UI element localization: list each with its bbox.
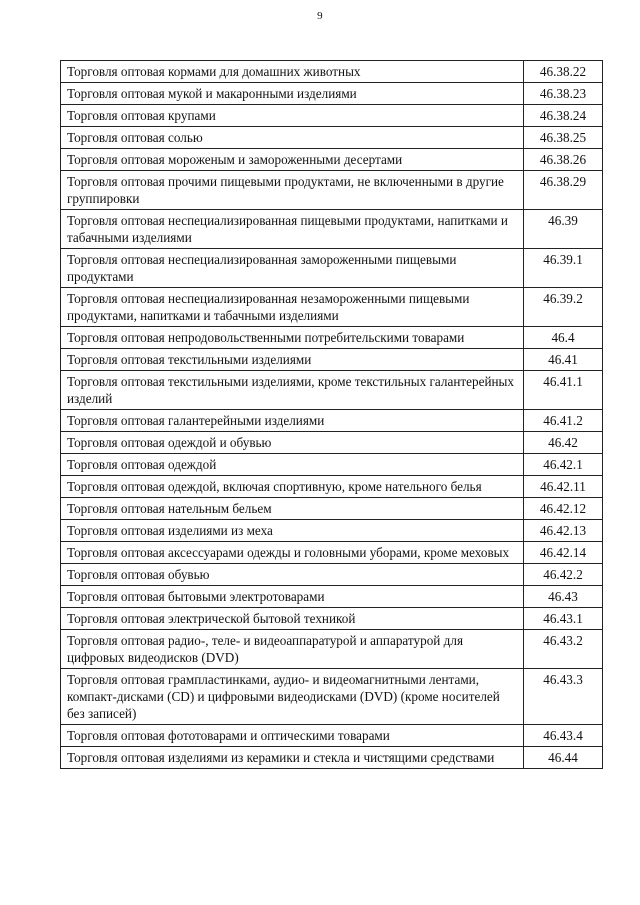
activity-name-cell: Торговля оптовая электрической бытовой техникой — [61, 608, 524, 630]
activity-code-cell: 46.38.22 — [524, 61, 603, 83]
activity-code-cell: 46.38.26 — [524, 149, 603, 171]
table-row — [61, 288, 603, 327]
activity-name-cell: Торговля оптовая одеждой и обувью — [61, 432, 524, 454]
table-row — [61, 105, 603, 127]
activity-name-cell: Торговля оптовая текстильными изделиями, кроме текстильных галантерейных изделий — [61, 371, 524, 410]
table-row — [61, 349, 603, 371]
table-row — [61, 608, 603, 630]
activity-name-cell: Торговля оптовая прочими пищевыми продуктами, не включенными в другие группировки — [61, 171, 524, 210]
activity-name-cell: Торговля оптовая неспециализированная пищевыми продуктами, напитками и табачными изделиями — [61, 210, 524, 249]
activity-code-cell: 46.42.1 — [524, 454, 603, 476]
activity-name-cell: Торговля оптовая изделиями из керамики и стекла и чистящими средствами — [61, 747, 524, 769]
table-row — [61, 725, 603, 747]
table-row — [61, 498, 603, 520]
activity-code-cell: 46.41.1 — [524, 371, 603, 410]
activity-name-cell: Торговля оптовая обувью — [61, 564, 524, 586]
activity-code-cell: 46.39 — [524, 210, 603, 249]
table-row — [61, 327, 603, 349]
table-row — [61, 747, 603, 769]
activity-code-cell: 46.42 — [524, 432, 603, 454]
activity-code-cell: 46.43.3 — [524, 669, 603, 725]
table-row — [61, 127, 603, 149]
activity-code-cell: 46.43.4 — [524, 725, 603, 747]
activity-name-cell: Торговля оптовая солью — [61, 127, 524, 149]
table-row — [61, 410, 603, 432]
activity-code-cell: 46.43 — [524, 586, 603, 608]
activity-code-cell: 46.42.2 — [524, 564, 603, 586]
table-body — [61, 61, 603, 769]
table-row — [61, 454, 603, 476]
activity-name-cell: Торговля оптовая одеждой, включая спортивную, кроме нательного белья — [61, 476, 524, 498]
page-number: 9 — [317, 10, 323, 22]
table-row — [61, 432, 603, 454]
table-row — [61, 83, 603, 105]
activity-code-cell: 46.38.29 — [524, 171, 603, 210]
table-row — [61, 61, 603, 83]
activity-name-cell: Торговля оптовая неспециализированная незамороженными пищевыми продуктами, напитками и табачными изделиями — [61, 288, 524, 327]
table-row — [61, 210, 603, 249]
activity-codes-table — [60, 60, 603, 769]
activity-name-cell: Торговля оптовая бытовыми электротоварами — [61, 586, 524, 608]
table-row — [61, 564, 603, 586]
activity-code-cell: 46.44 — [524, 747, 603, 769]
activity-code-cell: 46.38.25 — [524, 127, 603, 149]
activity-name-cell: Торговля оптовая мукой и макаронными изделиями — [61, 83, 524, 105]
activity-name-cell: Торговля оптовая непродовольственными потребительскими товарами — [61, 327, 524, 349]
table-row — [61, 542, 603, 564]
table-row — [61, 171, 603, 210]
activity-code-cell: 46.43.2 — [524, 630, 603, 669]
activity-name-cell: Торговля оптовая аксессуарами одежды и головными уборами, кроме меховых — [61, 542, 524, 564]
activity-name-cell: Торговля оптовая радио-, теле- и видеоаппаратурой и аппаратурой для цифровых видеодисков (DVD) — [61, 630, 524, 669]
activity-code-cell: 46.4 — [524, 327, 603, 349]
table-row — [61, 586, 603, 608]
activity-code-cell: 46.42.14 — [524, 542, 603, 564]
activity-name-cell: Торговля оптовая изделиями из меха — [61, 520, 524, 542]
activity-name-cell: Торговля оптовая нательным бельем — [61, 498, 524, 520]
table-row — [61, 476, 603, 498]
table-row — [61, 520, 603, 542]
activity-code-cell: 46.38.23 — [524, 83, 603, 105]
activity-code-cell: 46.41.2 — [524, 410, 603, 432]
table-row — [61, 630, 603, 669]
activity-name-cell: Торговля оптовая мороженым и замороженными десертами — [61, 149, 524, 171]
activity-code-cell: 46.41 — [524, 349, 603, 371]
activity-name-cell: Торговля оптовая текстильными изделиями — [61, 349, 524, 371]
activity-name-cell: Торговля оптовая крупами — [61, 105, 524, 127]
activity-name-cell: Торговля оптовая галантерейными изделиями — [61, 410, 524, 432]
activity-code-cell: 46.42.13 — [524, 520, 603, 542]
activity-name-cell: Торговля оптовая одеждой — [61, 454, 524, 476]
activity-code-cell: 46.42.11 — [524, 476, 603, 498]
table-row — [61, 149, 603, 171]
activity-name-cell: Торговля оптовая кормами для домашних животных — [61, 61, 524, 83]
activity-name-cell: Торговля оптовая фототоварами и оптическими товарами — [61, 725, 524, 747]
activity-code-cell: 46.39.1 — [524, 249, 603, 288]
activity-code-cell: 46.43.1 — [524, 608, 603, 630]
activity-name-cell: Торговля оптовая неспециализированная замороженными пищевыми продуктами — [61, 249, 524, 288]
activity-code-cell: 46.42.12 — [524, 498, 603, 520]
table-row — [61, 371, 603, 410]
table-row — [61, 669, 603, 725]
activity-name-cell: Торговля оптовая грампластинками, аудио- и видеомагнитными лентами, компакт-дисками (CD) и цифровыми видеодисками (DVD) (кроме носителей без записей) — [61, 669, 524, 725]
activity-code-cell: 46.38.24 — [524, 105, 603, 127]
activity-code-cell: 46.39.2 — [524, 288, 603, 327]
table-row — [61, 249, 603, 288]
